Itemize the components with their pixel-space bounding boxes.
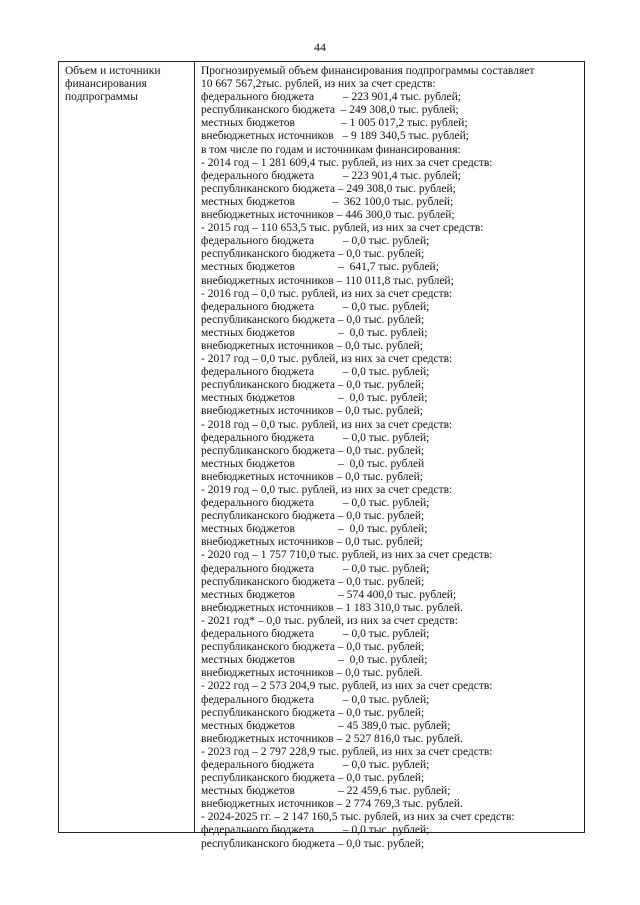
content-line: внебюджетных источников – 1 183 310,0 тыс. рублей.: [201, 601, 463, 614]
content-line: местных бюджетов – 0,0 тыс. рублей;: [201, 654, 428, 667]
content-line: республиканского бюджета – 0,0 тыс. рублей;: [201, 706, 425, 719]
content-line: внебюджетных источников – 110 011,8 тыс. рублей;: [201, 274, 454, 287]
content-line: внебюджетных источников – 2 774 769,3 тыс. рублей.: [201, 798, 463, 811]
content-line: внебюджетных источников – 2 527 816,0 тыс. рублей.: [201, 732, 463, 745]
content-line: местных бюджетов – 641,7 тыс. рублей;: [201, 261, 439, 274]
content-line: внебюджетных источников – 0,0 тыс. рублей.: [201, 667, 423, 680]
page-number: 44: [314, 40, 326, 54]
content-line: республиканского бюджета – 0,0 тыс. рублей;: [201, 641, 425, 654]
label-line: финансирования: [65, 78, 147, 91]
content-line: федерального бюджета – 0,0 тыс. рублей;: [201, 758, 430, 771]
content-line: федерального бюджета – 223 901,4 тыс. рублей;: [201, 91, 461, 104]
content-line: внебюджетных источников – 9 189 340,5 тыс. рублей;: [201, 130, 469, 143]
content-line: федерального бюджета – 0,0 тыс. рублей;: [201, 562, 430, 575]
content-line: республиканского бюджета – 0,0 тыс. рублей;: [201, 248, 425, 261]
content-line: республиканского бюджета – 0,0 тыс. рублей;: [201, 510, 425, 523]
content-line: республиканского бюджета – 0,0 тыс. рублей;: [201, 772, 425, 785]
label-line: Объем и источники: [65, 65, 161, 77]
content-line: федерального бюджета – 0,0 тыс. рублей;: [201, 300, 430, 313]
content-line: - 2023 год – 2 797 228,9 тыс. рублей, из них за счет средств:: [201, 745, 493, 758]
content-line: - 2024-2025 гг. – 2 147 160,5 тыс. рублей, из них за счет средств:: [201, 811, 515, 824]
content-line: внебюджетных источников – 0,0 тыс. рублей;: [201, 339, 423, 352]
content-cell: [201, 65, 583, 851]
content-line: - 2015 год – 110 653,5 тыс. рублей, из них за счет средств:: [201, 222, 484, 235]
content-line: федерального бюджета – 0,0 тыс. рублей;: [201, 431, 430, 444]
content-line: республиканского бюджета – 0,0 тыс. рублей;: [201, 379, 425, 392]
content-line: местных бюджетов – 0,0 тыс. рублей: [201, 457, 425, 470]
content-line: внебюджетных источников – 0,0 тыс. рублей;: [201, 536, 423, 549]
content-line: - 2019 год – 0,0 тыс. рублей, из них за счет средств:: [201, 484, 453, 496]
content-line: - 2014 год – 1 281 609,4 тыс. рублей, из них за счет средств:: [201, 156, 493, 169]
content-line: - 2021 год* – 0,0 тыс. рублей, из них за счет средств:: [201, 614, 458, 627]
financing-table: [58, 61, 585, 850]
column-divider: [194, 62, 195, 832]
content-line: - 2020 год – 1 757 710,0 тыс. рублей, из них за счет средств:: [201, 549, 493, 562]
content-line: - 2018 год – 0,0 тыс. рублей, из них за счет средств:: [201, 418, 453, 431]
content-line: - 2017 год – 0,0 тыс. рублей, из них за счет средств:: [201, 353, 453, 366]
content-line: республиканского бюджета – 0,0 тыс. рублей;: [201, 837, 425, 850]
content-line: 10 667 567,2тыс. рублей, из них за счет средств:: [201, 78, 436, 91]
content-line: федерального бюджета – 223 901,4 тыс. рублей;: [201, 169, 461, 182]
content-line: местных бюджетов – 0,0 тыс. рублей;: [201, 392, 428, 405]
content-line: внебюджетных источников – 0,0 тыс. рублей;: [201, 405, 423, 418]
content-line: федерального бюджета – 0,0 тыс. рублей;: [201, 497, 430, 510]
label-cell: [65, 65, 191, 104]
content-line: федерального бюджета – 0,0 тыс. рублей;: [201, 366, 430, 379]
content-line: федерального бюджета – 0,0 тыс. рублей;: [201, 628, 430, 641]
content-line: местных бюджетов – 1 005 017,2 тыс. рублей;: [201, 117, 468, 130]
content-line: республиканского бюджета – 0,0 тыс. рублей;: [201, 575, 425, 588]
content-line: республиканского бюджета – 0,0 тыс. рублей;: [201, 313, 425, 326]
content-line: местных бюджетов – 0,0 тыс. рублей;: [201, 326, 428, 339]
content-line: - 2016 год – 0,0 тыс. рублей, из них за счет средств:: [201, 287, 453, 300]
content-line: Прогнозируемый объем финансирования подпрограммы составляет: [201, 65, 535, 77]
content-line: местных бюджетов – 45 389,0 тыс. рублей;: [201, 719, 451, 732]
content-line: внебюджетных источников – 0,0 тыс. рублей;: [201, 470, 423, 483]
content-line: местных бюджетов – 362 100,0 тыс. рублей;: [201, 195, 454, 208]
content-line: - 2022 год – 2 573 204,9 тыс. рублей, из них за счет средств:: [201, 680, 493, 693]
content-line: федерального бюджета – 0,0 тыс. рублей;: [201, 235, 430, 248]
label-line: подпрограммы: [65, 91, 138, 104]
content-line: республиканского бюджета – 249 308,0 тыс. рублей;: [201, 104, 459, 117]
content-line: внебюджетных источников – 446 300,0 тыс. рублей;: [201, 209, 455, 222]
content-line: местных бюджетов – 22 459,6 тыс. рублей;: [201, 785, 451, 798]
content-line: местных бюджетов – 0,0 тыс. рублей;: [201, 523, 428, 536]
content-line: местных бюджетов – 574 400,0 тыс. рублей;: [201, 588, 457, 601]
content-line: в том числе по годам и источникам финансирования:: [201, 143, 461, 156]
content-line: республиканского бюджета – 0,0 тыс. рублей;: [201, 444, 425, 457]
content-line: федерального бюджета – 0,0 тыс. рублей;: [201, 824, 430, 837]
content-line: республиканского бюджета – 249 308,0 тыс. рублей;: [201, 182, 456, 195]
content-line: федерального бюджета – 0,0 тыс. рублей;: [201, 693, 430, 706]
